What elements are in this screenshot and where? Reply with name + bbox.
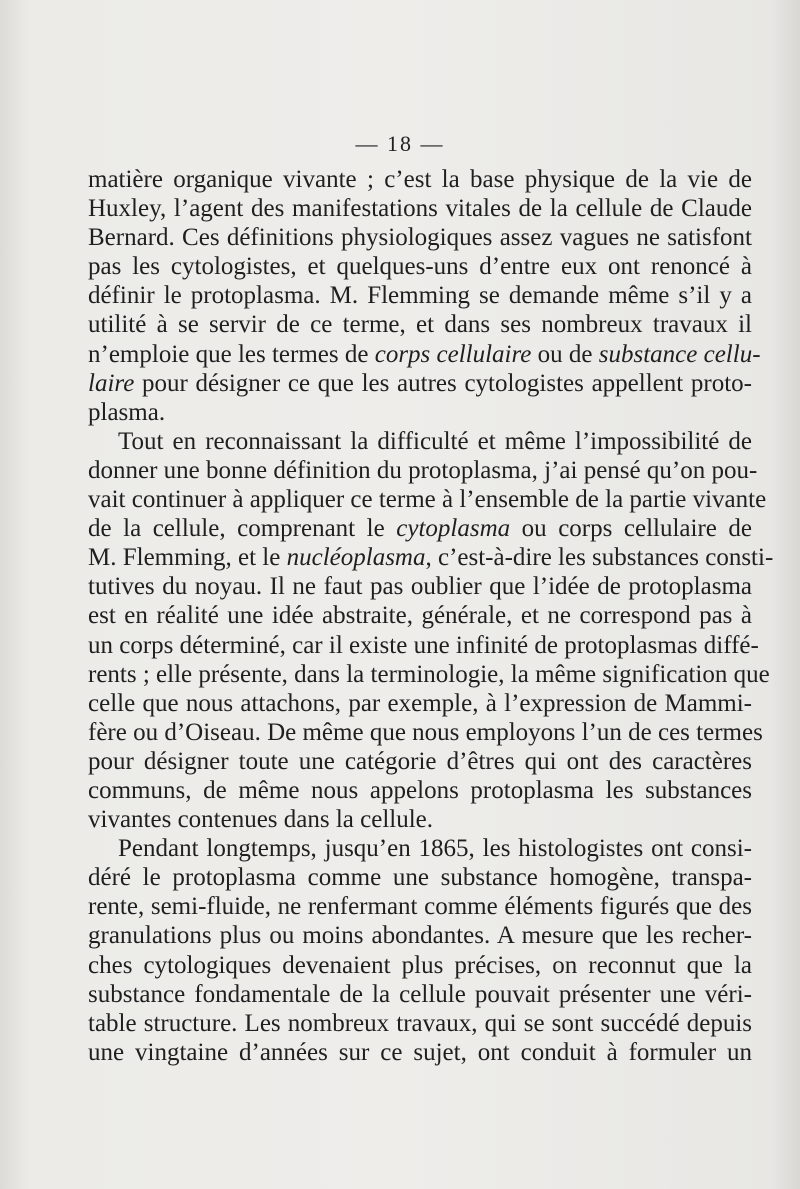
text-run: pour désigner toute une catégorie d’êtres qui ont des caractères <box>88 747 752 775</box>
text-run: communs, de même nous appelons protoplasma les substances <box>88 776 752 804</box>
text-line <box>88 572 752 601</box>
text-run: M. Flemming, et le <box>88 544 287 572</box>
text-line <box>88 805 752 834</box>
text-line <box>88 543 774 572</box>
text-run: fère ou d’Oiseau. De même que nous employons l’un de ces termes <box>88 718 763 746</box>
text-line <box>88 310 752 339</box>
text-run: ou corps cellulaire de <box>510 515 753 543</box>
text-run: donner une bonne définition du protoplasma, j’ai pensé qu’on pou- <box>88 456 758 484</box>
text-run: déré le protoplasma comme une substance homogène, transpa- <box>88 864 752 892</box>
text-run: utilité à se servir de ce terme, et dans ses nombreux travaux il <box>88 311 752 339</box>
text-run: n’emploie que les termes de <box>88 340 375 368</box>
text-run: une vingtaine d’années sur ce sujet, ont conduit à formuler un <box>88 1038 752 1066</box>
text-run: , c’est-à-dire les substances consti- <box>425 544 774 572</box>
text-run: tutives du noyau. Il ne faut pas oublier que l’idée de protoplasma <box>88 573 752 601</box>
text-line <box>88 660 770 689</box>
body-text <box>88 165 774 1067</box>
text-line <box>88 427 752 456</box>
text-run: matière organique vivante ; c’est la base physique de la vie de <box>88 166 752 193</box>
text-run: de la cellule, comprenant le <box>88 515 397 543</box>
text-line <box>88 281 752 310</box>
text-line <box>88 223 752 252</box>
text-run: pour désigner ce que les autres cytologistes appellent proto- <box>134 369 752 397</box>
text-line <box>88 1009 752 1038</box>
text-run: Tout en reconnaissant la difficulté et même l’impossibilité de <box>118 427 752 455</box>
italic-term: nucléoplasma <box>286 544 426 572</box>
text-run: ches cytologiques devenaient plus précises, on reconnut que la <box>88 951 752 979</box>
text-run: plasma. <box>88 398 166 426</box>
text-run: Huxley, l’agent des manifestations vitales de la cellule de Claude <box>88 195 752 223</box>
text-line <box>88 892 752 921</box>
text-line <box>88 398 752 427</box>
text-line <box>88 456 758 485</box>
italic-term: corps cellulaire <box>374 340 532 368</box>
text-run: pas les cytologistes, et quelques-uns d’entre eux ont renoncé à <box>88 253 752 281</box>
italic-term: cytoplasma <box>396 515 511 543</box>
text-line <box>88 252 752 281</box>
text-line <box>88 194 752 223</box>
text-line <box>88 921 752 950</box>
text-run: ou de <box>531 340 599 368</box>
page-number: — 18 — <box>355 131 445 156</box>
text-run: vait continuer à appliquer ce terme à l’ensemble de la partie vivante <box>88 486 767 514</box>
text-line <box>88 485 767 514</box>
text-line <box>88 1038 752 1067</box>
text-line <box>88 834 752 863</box>
text-run: table structure. Les nombreux travaux, qui se sont succédé depuis <box>88 1009 752 1037</box>
text-line <box>88 980 752 1009</box>
text-line <box>88 369 752 398</box>
text-line <box>88 514 752 543</box>
italic-term: substance cellu- <box>598 340 761 368</box>
text-run: est en réalité une idée abstraite, générale, et ne correspond pas à <box>88 602 752 630</box>
text-run: rents ; elle présente, dans la terminologie, la même signification que <box>88 660 770 688</box>
paragraph <box>88 427 774 834</box>
text-line <box>88 776 752 805</box>
text-line <box>88 951 752 980</box>
text-line <box>88 631 759 660</box>
text-line <box>88 718 763 747</box>
text-line <box>88 747 752 776</box>
italic-term: laire <box>88 369 135 397</box>
text-run: granulations plus ou moins abondantes. A mesure que les recher- <box>88 922 752 950</box>
text-line <box>88 340 761 369</box>
text-run: Bernard. Ces définitions physiologiques assez vagues ne satisfont <box>88 224 752 252</box>
text-run: vivantes contenues dans la cellule. <box>88 806 434 834</box>
text-run: celle que nous attachons, par exemple, à l’expression de Mammi- <box>88 689 752 717</box>
paragraph <box>88 834 752 1067</box>
paragraph <box>88 165 761 427</box>
text-run: substance fondamentale de la cellule pouvait présenter une véri- <box>88 980 752 1008</box>
text-run: Pendant longtemps, jusqu’en 1865, les histologistes ont consi- <box>118 835 752 863</box>
text-line <box>88 601 752 630</box>
text-line <box>88 165 752 194</box>
text-run: définir le protoplasma. M. Flemming se demande même s’il y a <box>88 282 752 310</box>
text-run: un corps déterminé, car il existe une infinité de protoplasmas diffé- <box>88 631 759 659</box>
text-line <box>88 689 752 718</box>
text-line <box>88 863 752 892</box>
text-run: rente, semi-fluide, ne renfermant comme éléments figurés que des <box>88 893 752 921</box>
